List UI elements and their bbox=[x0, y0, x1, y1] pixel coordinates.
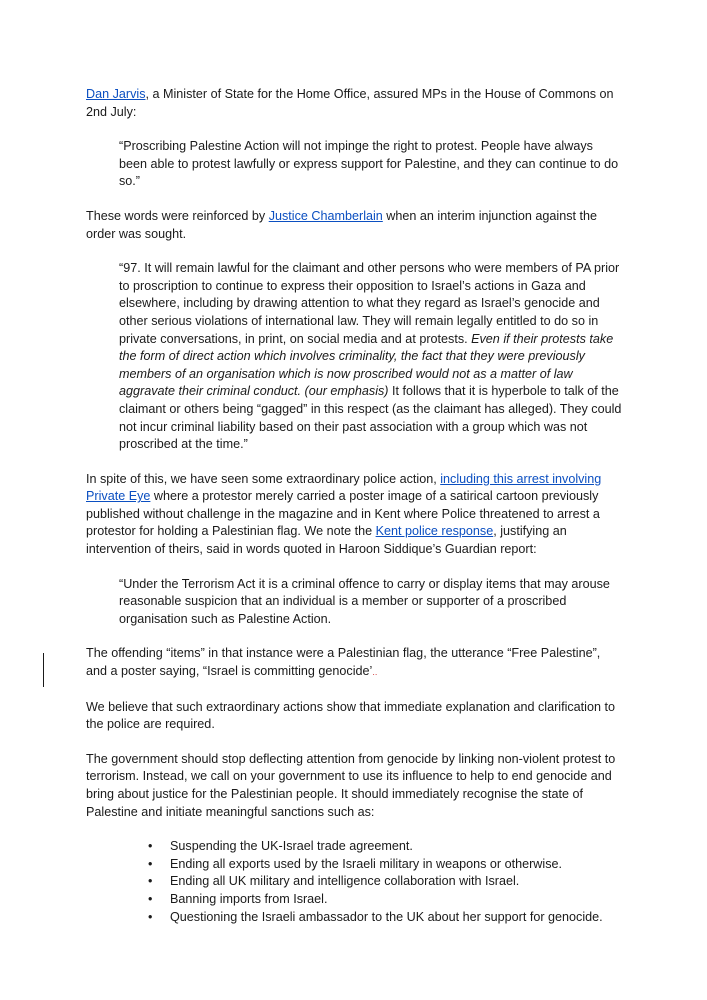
demands-list bbox=[148, 838, 622, 926]
list-item bbox=[148, 873, 622, 891]
bullet-icon: • bbox=[148, 909, 153, 924]
bullet-icon: • bbox=[148, 891, 153, 906]
intro-paragraph bbox=[86, 86, 622, 121]
demand-text: Suspending the UK-Israel trade agreement. bbox=[170, 839, 413, 854]
chamberlain-paragraph bbox=[86, 208, 622, 243]
letter-page bbox=[86, 86, 622, 926]
bullet-icon: • bbox=[148, 874, 153, 889]
list-item bbox=[148, 891, 622, 909]
chamberlain-text-before: These words were reinforced by bbox=[86, 208, 269, 223]
judgment-quote-emphasis: Even if their protests take the form of direct action which involves criminality, the fact that they were previously members of an organisation which is now proscribed would not as a matter of law aggravate their criminal conduct. (our emphasis) bbox=[119, 331, 614, 399]
bullet-icon: • bbox=[148, 856, 153, 871]
demand-text: Banning imports from Israel. bbox=[170, 891, 328, 906]
bullet-icon: • bbox=[148, 839, 153, 854]
justice-chamberlain-link[interactable]: Justice Chamberlain bbox=[268, 208, 383, 223]
judgment-quote-part2: It follows that it is hyperbole to talk of the claimant or others being “gagged” in this respect (as the claimant has alleged). They could not incur criminal liability based on their past association with a group which was not proscribed at the time.” bbox=[119, 384, 622, 452]
intro-text: , a Minister of State for the Home Office, assured MPs in the House of Commons on 2nd July: bbox=[86, 87, 614, 119]
jarvis-quote: “Proscribing Palestine Action will not impinge the right to protest. People have always been able to protest lawfully or express support for Palestine, and they can continue to do so.” bbox=[119, 139, 619, 189]
demand-text: Questioning the Israeli ambassador to the UK about her support for genocide. bbox=[170, 909, 603, 924]
demand-text: Ending all UK military and intelligence collaboration with Israel. bbox=[170, 874, 520, 889]
judgment-quote-part1: “97. It will remain lawful for the claimant and other persons who were members of PA prior to proscription to continue to express their opposition to Israel’s actions in Gaza and elsewhere, including by drawing attention to what they regard as Israel’s genocide and other serious violations of international law. They will remain legally entitled to do so in private conversations, in print, on social media and at protests. bbox=[119, 261, 620, 346]
edit-mark: . bbox=[374, 667, 378, 678]
police-action-paragraph bbox=[86, 471, 622, 559]
dan-jarvis-link[interactable]: Dan Jarvis bbox=[86, 87, 146, 101]
terrorism-act-quote: “Under the Terrorism Act it is a criminal offence to carry or display items that may arouse reasonable suspicion that an individual is a member or supporter of a proscribed organisation such as Palestine Action. bbox=[119, 576, 610, 626]
offending-items-paragraph bbox=[86, 645, 622, 681]
police-text-after: , justifying an intervention of theirs, said in words quoted in Haroon Siddique’s Guardian report: bbox=[86, 524, 567, 557]
offending-items-text: The offending “items” in that instance were a Palestinian flag, the utterance “Free Palestine”, and a poster saying, “Israel is committing genocide’ bbox=[86, 646, 601, 679]
chamberlain-text-after: when an interim injunction against the order was sought. bbox=[86, 208, 598, 241]
police-text-before: In spite of this, we have seen some extraordinary police action, bbox=[86, 471, 441, 486]
private-eye-arrest-link[interactable]: including this arrest involving Private Eye bbox=[86, 471, 602, 504]
kent-police-response-link[interactable]: Kent police response bbox=[375, 524, 494, 539]
revision-change-bar bbox=[43, 653, 44, 687]
list-item bbox=[148, 838, 622, 856]
judgment-quote bbox=[119, 260, 622, 454]
list-item bbox=[148, 909, 622, 927]
police-text-middle: where a protestor merely carried a poster image of a satirical cartoon previously published without challenge in the magazine and in Kent where Police threatened to arrest a protestor for holding a Palestinian flag. We note the bbox=[86, 489, 600, 539]
clarification-paragraph: We believe that such extraordinary actions show that immediate explanation and clarification to the police are required. bbox=[86, 699, 615, 732]
call-to-action-paragraph: The government should stop deflecting attention from genocide by linking non-violent protest to terrorism. Instead, we call on your government to use its influence to help to end genocide and bring about justice for the Palestinian people. It should immediately recognise the state of Palestine and initiate meaningful sanctions such as: bbox=[86, 751, 616, 819]
edit-mark: . bbox=[372, 667, 375, 678]
list-item bbox=[148, 856, 622, 874]
demand-text: Ending all exports used by the Israeli military in weapons or otherwise. bbox=[170, 856, 562, 871]
